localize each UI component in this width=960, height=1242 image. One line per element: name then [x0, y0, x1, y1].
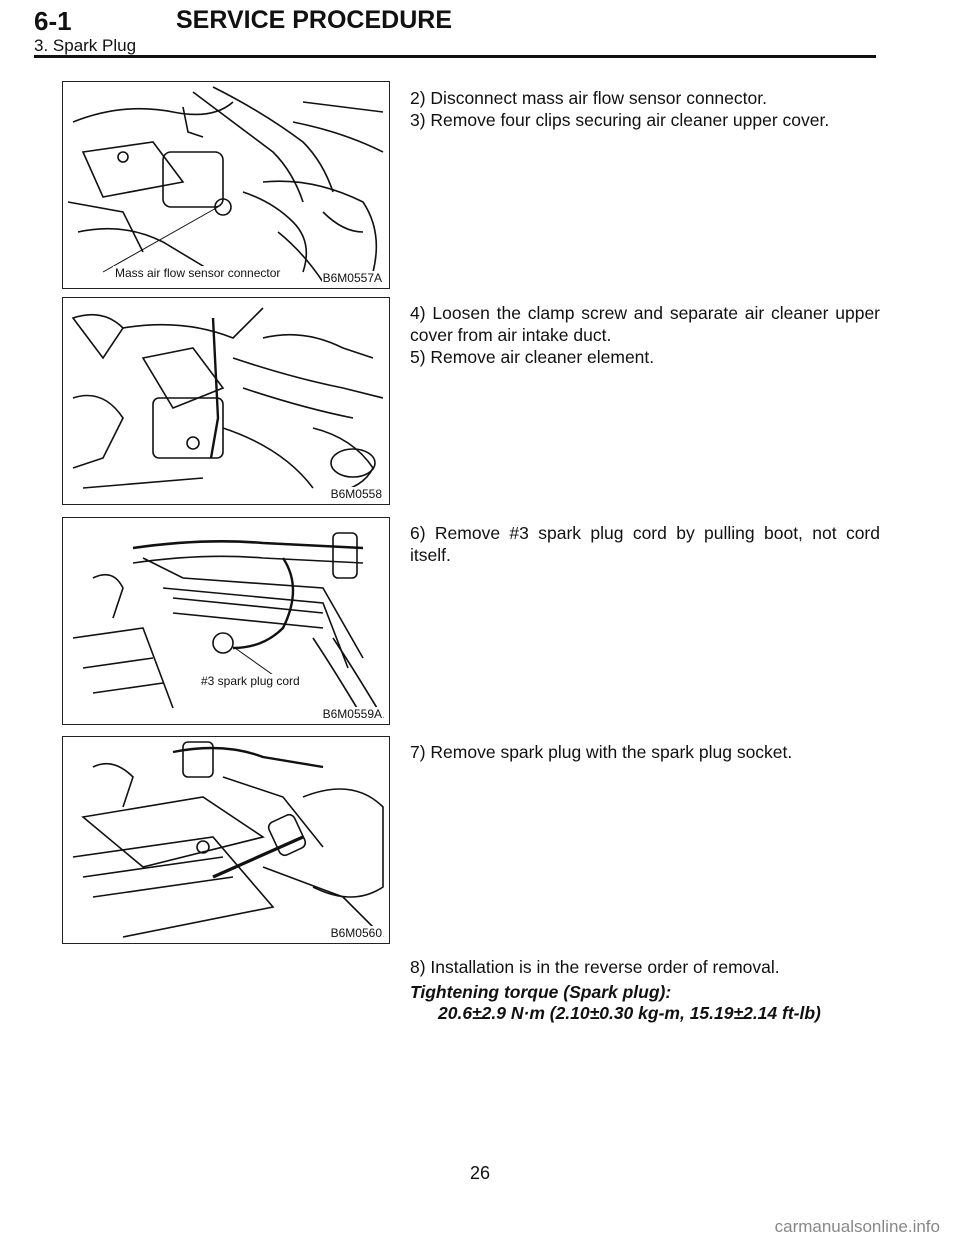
figure-code: B6M0558	[330, 487, 382, 501]
leader-line	[103, 207, 218, 272]
section-code: 6-1	[34, 6, 72, 36]
figure-callout: Mass air flow sensor connector	[115, 266, 281, 280]
step-2: 2) Disconnect mass air flow sensor connector.	[410, 88, 767, 108]
illustration-engine-bay-3	[63, 518, 389, 724]
section-subtitle: 3. Spark Plug	[34, 36, 137, 55]
header-rule	[34, 55, 876, 58]
figure-air-cleaner-clamp	[62, 297, 390, 505]
figure-code: B6M0559A	[322, 707, 382, 721]
illustration-engine-bay-1	[63, 82, 389, 288]
illustration-engine-bay-4	[63, 737, 389, 943]
watermark: carmanualsonline.info	[774, 1217, 940, 1236]
illustration-engine-bay-2	[63, 298, 389, 504]
torque-value: 20.6±2.9 N·m (2.10±0.30 kg-m, 15.19±2.14 ft-lb)	[438, 1003, 821, 1023]
step-3: 3) Remove four clips securing air cleaner upper cover.	[410, 110, 830, 130]
step-6: 6) Remove #3 spark plug cord by pulling boot, not cord itself.	[410, 523, 880, 565]
figure-code: B6M0557A	[322, 271, 382, 285]
step-5: 5) Remove air cleaner element.	[410, 347, 655, 367]
step-4: 4) Loosen the clamp screw and separate air cleaner upper cover from air intake duct.	[410, 303, 880, 345]
figure-code: B6M0560	[330, 926, 382, 940]
section-title: SERVICE PROCEDURE	[176, 6, 452, 34]
torque-title: Tightening torque (Spark plug):	[410, 982, 672, 1002]
figure-spark-plug-socket	[62, 736, 390, 944]
figure-mass-air-flow-sensor	[62, 81, 390, 289]
step-7: 7) Remove spark plug with the spark plug socket.	[410, 742, 793, 762]
page-number: 26	[469, 1163, 491, 1183]
page-header	[34, 2, 876, 60]
figure-spark-plug-cord	[62, 517, 390, 725]
figure-callout: #3 spark plug cord	[201, 674, 300, 688]
step-8: 8) Installation is in the reverse order of removal.	[410, 957, 780, 977]
